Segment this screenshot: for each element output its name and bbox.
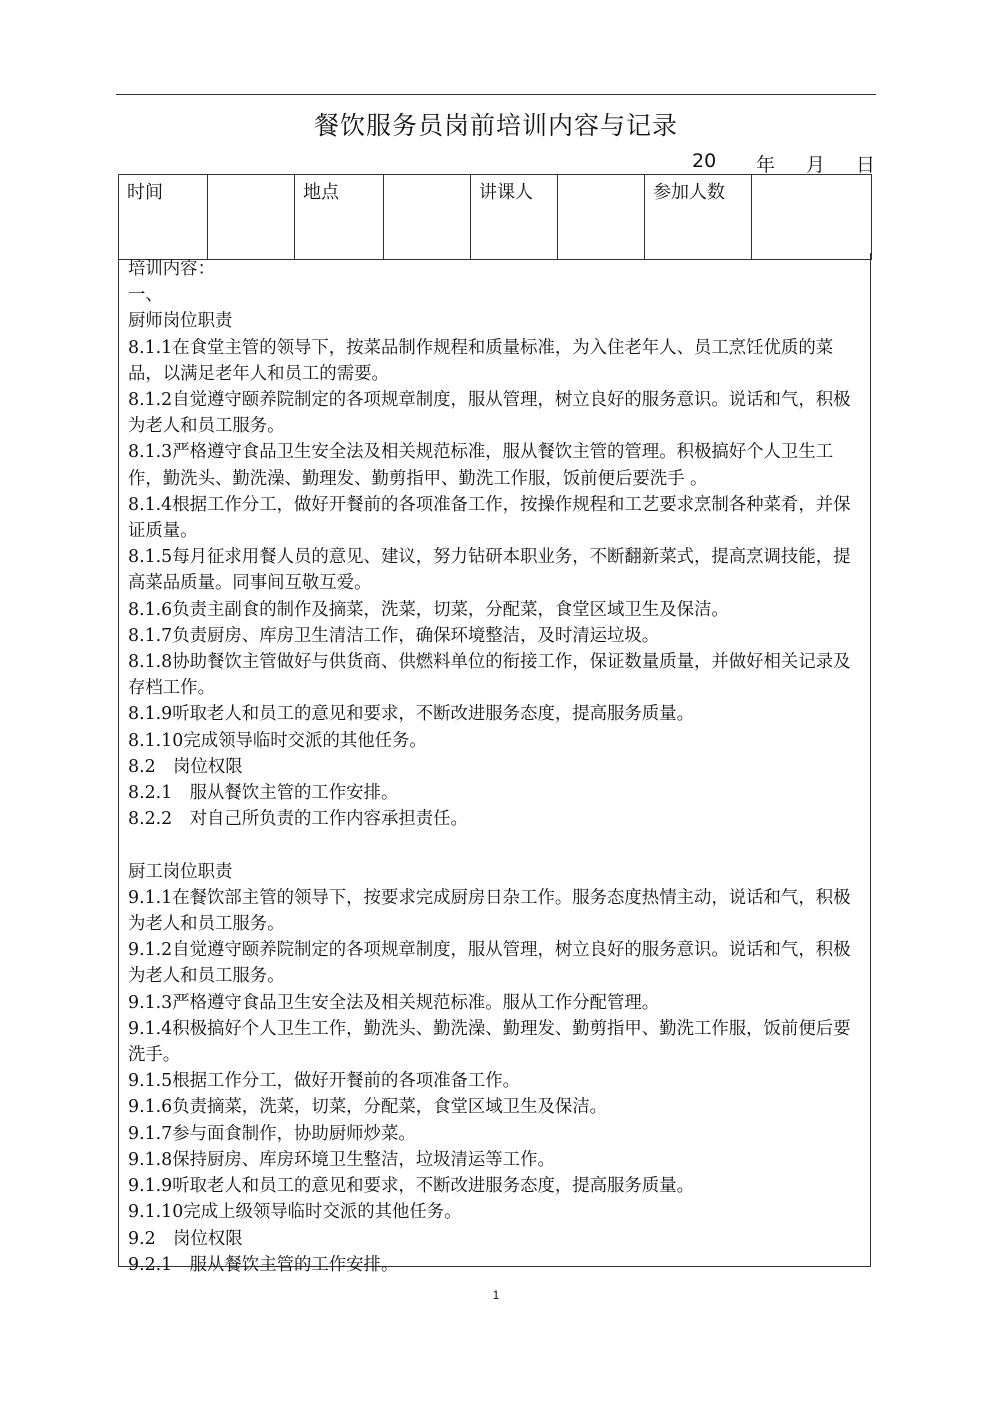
- content-paragraph: 8.2.2 对自己所负责的工作内容承担责任。: [128, 809, 468, 830]
- content-paragraph: 8.2 岗位权限: [128, 756, 243, 777]
- content-paragraph: 9.1.1在餐饮部主管的领导下，按要求完成厨房日杂工作。服务态度热情主动，说话和气，积极为老人和员工服务。: [128, 887, 851, 935]
- content-paragraph: 9.1.10完成上级领导临时交派的其他任务。: [128, 1202, 462, 1223]
- content-paragraph: 8.1.5每月征求用餐人员的意见、建议，努力钻研本职业务，不断翻新菜式，提高烹调技能，提高菜品质量。同事间互敬互爱。: [128, 547, 851, 594]
- content-paragraph: 9.1.3严格遵守食品卫生安全法及相关规范标准。服从工作分配管理。: [128, 992, 660, 1013]
- content-paragraph: [128, 832, 864, 858]
- content-paragraph: 9.2.1 服从餐饮主管的工作安排。: [128, 1254, 399, 1275]
- content-paragraph: 9.1.9听取老人和员工的意见和要求，不断改进服务态度，提高服务质量。: [128, 1176, 694, 1197]
- lecturer-label: 讲课人: [471, 175, 558, 260]
- content-paragraph: 厨师岗位职责: [128, 311, 233, 332]
- document-title: 餐饮服务员岗前培训内容与记录: [313, 111, 678, 140]
- page-number: 1: [492, 1288, 500, 1302]
- lecturer-value: [558, 175, 645, 260]
- content-paragraph: 8.1.3严格遵守食品卫生安全法及相关规范标准，服从餐饮主管的管理。积极搞好个人卫生工作，勤洗头、勤洗澡、勤理发、勤剪指甲、勤洗工作服，饭前便后要洗手 。: [128, 442, 834, 489]
- date-year-prefix: 20: [692, 150, 717, 172]
- time-value: [208, 175, 295, 260]
- content-paragraph: 8.1.9听取老人和员工的意见和要求，不断改进服务态度，提高服务质量。: [128, 704, 694, 725]
- content-paragraph: 9.1.6负责摘菜，洗菜，切菜，分配菜，食堂区域卫生及保洁。: [128, 1097, 608, 1118]
- content-paragraph: 8.1.8协助餐饮主管做好与供货商、供燃料单位的衔接工作，保证数量质量，并做好相关记录及存档工作。: [128, 652, 851, 699]
- content-paragraph: 9.1.2自觉遵守颐养院制定的各项规章制度，服从管理，树立良好的服务意识。说话和气，积极为老人和员工服务。: [128, 940, 851, 987]
- content-paragraph: 8.1.7负责厨房、库房卫生清洁工作，确保环境整洁，及时清运垃圾。: [128, 625, 660, 646]
- content-paragraph: 8.1.2自觉遵守颐养院制定的各项规章制度，服从管理，树立良好的服务意识。说话和气，积极为老人和员工服务。: [128, 390, 851, 437]
- content-paragraph: 厨工岗位职责: [128, 861, 233, 882]
- content-heading: 培训内容：: [128, 259, 215, 279]
- date-month-label: 月: [806, 154, 826, 176]
- content-paragraph: 8.1.10完成领导临时交派的其他任务。: [128, 730, 427, 751]
- content-paragraph: 9.1.4积极搞好个人卫生工作，勤洗头、勤洗澡、勤理发、勤剪指甲、勤洗工作服，饭前便后要洗手。: [128, 1018, 851, 1066]
- header-rule: [116, 94, 876, 95]
- content-paragraph: 8.1.4根据工作分工，做好开餐前的各项准备工作，按操作规程和工艺要求烹制各种菜肴，并保证质量。: [128, 494, 851, 542]
- time-label: 时间: [119, 175, 208, 260]
- place-value: [384, 175, 471, 260]
- info-row: [119, 175, 872, 260]
- date-year-label: 年: [756, 154, 776, 176]
- training-content: [128, 256, 864, 1278]
- attendees-label: 参加人数: [645, 175, 752, 260]
- place-label: 地点: [295, 175, 384, 260]
- content-paragraph: 9.1.5根据工作分工，做好开餐前的各项准备工作。: [128, 1071, 521, 1092]
- attendees-value: [752, 175, 872, 260]
- date-day-label: 日: [856, 154, 876, 176]
- content-paragraph: 8.2.1 服从餐饮主管的工作安排。: [128, 783, 399, 804]
- content-paragraph: 9.2 岗位权限: [128, 1228, 243, 1249]
- paragraph-list: [128, 308, 864, 1278]
- content-paragraph: 9.1.7参与面食制作，协助厨师炒菜。: [128, 1123, 416, 1144]
- section-marker: 一、: [128, 285, 163, 306]
- content-paragraph: 8.1.1在食堂主管的领导下，按菜品制作规程和质量标准，为入住老年人、员工烹饪优质的菜品，以满足老年人和员工的需要。: [128, 337, 834, 384]
- info-table: [118, 174, 872, 260]
- content-paragraph: 9.1.8保持厨房、库房环境卫生整洁，垃圾清运等工作。: [128, 1149, 555, 1170]
- content-paragraph: 8.1.6负责主副食的制作及摘菜，洗菜，切菜，分配菜，食堂区域卫生及保洁。: [128, 599, 729, 620]
